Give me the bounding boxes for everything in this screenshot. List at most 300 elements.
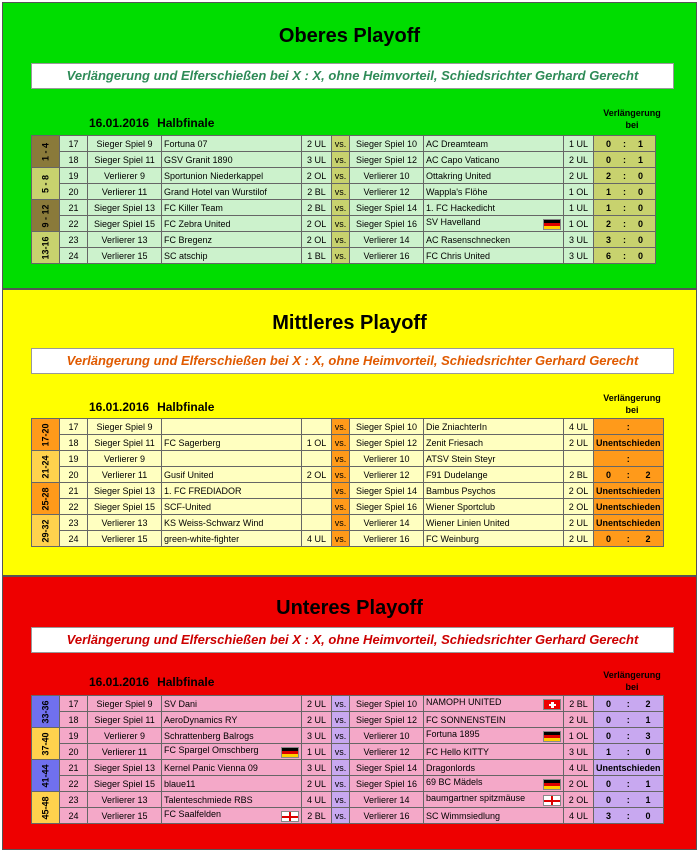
home-team-name: AeroDynamics RY <box>164 714 238 725</box>
home-team-name: FC Spargel Omschberg <box>164 745 259 755</box>
versus-label: vs. <box>332 451 350 467</box>
table-row <box>32 216 656 232</box>
score-away: 1 <box>638 138 644 149</box>
away-team <box>424 168 564 184</box>
away-team <box>424 515 564 531</box>
home-league: 2 OL <box>302 216 332 232</box>
home-slot-label: Verlierer 11 <box>88 467 162 483</box>
away-team <box>424 808 564 824</box>
home-team <box>162 152 302 168</box>
home-team-name: 1. FC FREDIADOR <box>164 485 242 496</box>
away-team <box>424 696 564 712</box>
away-team <box>424 184 564 200</box>
table-row <box>32 419 664 435</box>
table-row <box>32 792 664 808</box>
score-away: 0 <box>638 170 644 181</box>
home-team <box>162 531 302 547</box>
home-slot-label: Verlierer 15 <box>88 808 162 824</box>
match-number: 24 <box>60 531 88 547</box>
match-date-line <box>89 400 214 414</box>
away-team <box>424 248 564 264</box>
home-league <box>302 483 332 499</box>
away-team-name: ATSV Stein Steyr <box>426 453 496 464</box>
away-slot-label: Sieger Spiel 12 <box>350 712 424 728</box>
match-number: 18 <box>60 712 88 728</box>
score-away: 1 <box>638 154 644 165</box>
away-team <box>424 760 564 776</box>
overtime-score <box>594 200 656 216</box>
match-number: 23 <box>60 515 88 531</box>
away-slot-label: Verlierer 10 <box>350 451 424 467</box>
table-row <box>32 760 664 776</box>
home-slot-label: Sieger Spiel 11 <box>88 152 162 168</box>
home-team-name: Schrattenberg Balrogs <box>164 730 254 741</box>
home-team <box>162 467 302 483</box>
home-slot-label: Verlierer 9 <box>88 168 162 184</box>
versus-label: vs. <box>332 499 350 515</box>
score-away: 1 <box>645 794 651 805</box>
score-home: 1 <box>606 186 612 197</box>
flag-icon <box>543 699 561 710</box>
home-team-name: Kernel Panic Vienna 09 <box>164 762 258 773</box>
versus-label: vs. <box>332 248 350 264</box>
home-league <box>302 419 332 435</box>
flag-icon <box>543 219 561 230</box>
home-league: 3 UL <box>302 760 332 776</box>
home-league <box>302 499 332 515</box>
score-home: 2 <box>606 218 612 229</box>
away-team-name: FC Weinburg <box>426 533 479 544</box>
away-team <box>424 531 564 547</box>
away-team <box>424 467 564 483</box>
score-home: 1 <box>606 202 612 213</box>
overtime-label: Verlängerung <box>603 108 661 118</box>
match-number: 18 <box>60 152 88 168</box>
score-home: 3 <box>606 234 612 245</box>
away-league: 3 UL <box>564 248 594 264</box>
home-team-name: FC Saalfelden <box>164 809 222 819</box>
score-home: 0 <box>606 794 612 805</box>
home-slot-label: Sieger Spiel 13 <box>88 760 162 776</box>
home-league: 2 UL <box>302 696 332 712</box>
match-date: 16.01.2016 <box>89 400 150 414</box>
table-row <box>32 499 664 515</box>
away-slot-label: Verlierer 10 <box>350 168 424 184</box>
home-league: 2 UL <box>302 712 332 728</box>
home-slot-label: Sieger Spiel 9 <box>88 419 162 435</box>
table-row <box>32 515 664 531</box>
score-colon: : <box>623 186 627 197</box>
home-slot-label: Verlierer 13 <box>88 792 162 808</box>
score-colon: : <box>623 154 627 165</box>
section-title: Mittleres Playoff <box>272 312 427 334</box>
match-number: 23 <box>60 232 88 248</box>
home-league: 2 OL <box>302 232 332 248</box>
overtime-label: Verlängerung <box>603 670 661 680</box>
away-slot-label: Sieger Spiel 14 <box>350 760 424 776</box>
away-slot-label: Verlierer 16 <box>350 531 424 547</box>
versus-label: vs. <box>332 728 350 744</box>
flag-icon <box>281 811 299 822</box>
match-number: 22 <box>60 776 88 792</box>
group-range-label: 37-40 <box>32 728 60 760</box>
match-number: 24 <box>60 248 88 264</box>
away-team-name: Dragonlords <box>426 762 476 773</box>
versus-label: vs. <box>332 483 350 499</box>
home-slot-label: Sieger Spiel 15 <box>88 216 162 232</box>
group-range-label: 13-16 <box>32 232 60 264</box>
home-league <box>302 451 332 467</box>
home-slot-label: Verlierer 15 <box>88 248 162 264</box>
match-number: 19 <box>60 728 88 744</box>
away-team-name: FC SONNENSTEIN <box>426 714 506 725</box>
draw-label: Unentschieden <box>594 483 664 499</box>
away-team-name: Bambus Psychos <box>426 485 496 496</box>
score-home: 1 <box>606 746 612 757</box>
overtime-score <box>594 728 664 744</box>
home-league: 4 UL <box>302 792 332 808</box>
score-away: 0 <box>638 234 644 245</box>
table-row <box>32 483 664 499</box>
overtime-score <box>594 744 664 760</box>
home-league: 3 UL <box>302 728 332 744</box>
group-range-label: 25-28 <box>32 483 60 515</box>
home-slot-label: Verlierer 11 <box>88 184 162 200</box>
away-league: 2 OL <box>564 483 594 499</box>
table-row <box>32 696 664 712</box>
overtime-header <box>601 107 663 131</box>
away-team <box>424 152 564 168</box>
home-league: 2 UL <box>302 136 332 152</box>
match-number: 22 <box>60 216 88 232</box>
group-range-label: 41-44 <box>32 760 60 792</box>
away-league: 3 UL <box>564 232 594 248</box>
away-team-name: FC Hello KITTY <box>426 746 490 757</box>
round-label: Halbfinale <box>157 400 215 414</box>
away-slot-label: Sieger Spiel 10 <box>350 696 424 712</box>
overtime-label: Verlängerung <box>603 393 661 403</box>
fixtures-table <box>31 695 664 824</box>
home-team <box>162 696 302 712</box>
home-slot-label: Sieger Spiel 13 <box>88 483 162 499</box>
away-league: 4 UL <box>564 808 594 824</box>
overtime-score <box>594 136 656 152</box>
match-number: 20 <box>60 184 88 200</box>
score-colon: : <box>623 170 627 181</box>
overtime-bei-label: bei <box>625 682 639 692</box>
score-away: 0 <box>638 202 644 213</box>
home-slot-label: Sieger Spiel 11 <box>88 435 162 451</box>
away-slot-label: Verlierer 14 <box>350 232 424 248</box>
score-away: 2 <box>645 698 651 709</box>
overtime-score <box>594 792 664 808</box>
home-team-name: Fortuna 07 <box>164 138 208 149</box>
score-home: 6 <box>606 250 612 261</box>
match-number: 21 <box>60 200 88 216</box>
home-team <box>162 435 302 451</box>
versus-label: vs. <box>332 152 350 168</box>
table-row <box>32 808 664 824</box>
table-row <box>32 184 656 200</box>
score-away: 1 <box>645 714 651 725</box>
home-slot-label: Verlierer 15 <box>88 531 162 547</box>
match-date-line <box>89 116 214 130</box>
match-number: 19 <box>60 168 88 184</box>
table-row <box>32 728 664 744</box>
away-league: 1 OL <box>564 184 594 200</box>
group-range-label: 21-24 <box>32 451 60 483</box>
away-slot-label: Verlierer 16 <box>350 248 424 264</box>
away-team <box>424 483 564 499</box>
score-away: 2 <box>645 469 651 480</box>
match-number: 21 <box>60 483 88 499</box>
away-team-name: SV Havelland <box>426 217 481 227</box>
draw-label: Unentschieden <box>594 760 664 776</box>
versus-label: vs. <box>332 184 350 200</box>
away-team <box>424 728 564 744</box>
score-home: 0 <box>606 778 612 789</box>
fixtures-table <box>31 418 664 547</box>
versus-label: vs. <box>332 136 350 152</box>
overtime-score <box>594 248 656 264</box>
home-league <box>302 515 332 531</box>
overtime-score <box>594 696 664 712</box>
home-team <box>162 184 302 200</box>
away-team-name: 69 BC Mädels <box>426 777 483 787</box>
home-slot-label: Verlierer 13 <box>88 515 162 531</box>
away-slot-label: Sieger Spiel 12 <box>350 435 424 451</box>
score-away: 0 <box>645 810 651 821</box>
versus-label: vs. <box>332 200 350 216</box>
home-team <box>162 808 302 824</box>
score-home: 0 <box>606 714 612 725</box>
home-slot-label: Verlierer 11 <box>88 744 162 760</box>
versus-label: vs. <box>332 467 350 483</box>
overtime-score <box>594 419 664 435</box>
away-league: 1 OL <box>564 728 594 744</box>
away-slot-label: Verlierer 10 <box>350 728 424 744</box>
draw-label: Unentschieden <box>594 499 664 515</box>
away-team <box>424 136 564 152</box>
home-league: 3 UL <box>302 152 332 168</box>
overtime-score <box>594 152 656 168</box>
away-slot-label: Sieger Spiel 10 <box>350 419 424 435</box>
home-slot-label: Sieger Spiel 13 <box>88 200 162 216</box>
match-number: 24 <box>60 808 88 824</box>
versus-label: vs. <box>332 808 350 824</box>
home-slot-label: Sieger Spiel 9 <box>88 136 162 152</box>
home-league: 2 BL <box>302 200 332 216</box>
home-team <box>162 712 302 728</box>
away-team-name: AC Rasenschnecken <box>426 234 511 245</box>
home-team-name: FC Zebra United <box>164 218 231 229</box>
versus-label: vs. <box>332 792 350 808</box>
away-team <box>424 200 564 216</box>
score-home: 0 <box>606 469 612 480</box>
score-colon: : <box>623 218 627 229</box>
away-team-name: F91 Dudelange <box>426 469 488 480</box>
overtime-score <box>594 531 664 547</box>
table-row <box>32 451 664 467</box>
away-league: 3 UL <box>564 744 594 760</box>
match-number: 20 <box>60 467 88 483</box>
flag-icon <box>543 795 561 806</box>
score-away: 0 <box>638 218 644 229</box>
score-colon: : <box>623 234 627 245</box>
table-row <box>32 744 664 760</box>
away-team-name: 1. FC Hackedicht <box>426 202 496 213</box>
away-league: 2 BL <box>564 467 594 483</box>
away-league: 2 UL <box>564 435 594 451</box>
match-number: 18 <box>60 435 88 451</box>
group-range-label: 17-20 <box>32 419 60 451</box>
overtime-header <box>601 392 663 416</box>
home-league: 2 BL <box>302 808 332 824</box>
overtime-score <box>594 467 664 483</box>
match-number: 17 <box>60 136 88 152</box>
home-team <box>162 168 302 184</box>
match-number: 19 <box>60 451 88 467</box>
away-team-name: AC Capo Vaticano <box>426 154 500 165</box>
score-home: 0 <box>606 154 612 165</box>
away-league: 4 UL <box>564 760 594 776</box>
group-range-label: 29-32 <box>32 515 60 547</box>
away-team-name: Wappla's Flöhe <box>426 186 488 197</box>
score-colon: : <box>623 138 627 149</box>
home-league: 2 OL <box>302 467 332 483</box>
away-league: 1 UL <box>564 200 594 216</box>
versus-label: vs. <box>332 760 350 776</box>
home-team <box>162 232 302 248</box>
versus-label: vs. <box>332 696 350 712</box>
away-slot-label: Sieger Spiel 14 <box>350 483 424 499</box>
score-colon: : <box>623 202 627 213</box>
table-row <box>32 712 664 728</box>
away-slot-label: Sieger Spiel 12 <box>350 152 424 168</box>
away-team-name: Wiener Sportclub <box>426 501 496 512</box>
home-league: 1 OL <box>302 435 332 451</box>
table-row <box>32 168 656 184</box>
away-league: 2 UL <box>564 712 594 728</box>
fixtures-table <box>31 135 656 264</box>
match-date-line <box>89 675 214 689</box>
home-team <box>162 776 302 792</box>
round-label: Halbfinale <box>157 116 215 130</box>
away-team <box>424 216 564 232</box>
overtime-bei-label: bei <box>625 405 639 415</box>
group-range-label: 33-36 <box>32 696 60 728</box>
versus-label: vs. <box>332 776 350 792</box>
group-range-label: 5 - 8 <box>32 168 60 200</box>
home-slot-label: Sieger Spiel 15 <box>88 499 162 515</box>
away-league: 4 UL <box>564 419 594 435</box>
away-league: 2 OL <box>564 499 594 515</box>
home-team-name: SV Dani <box>164 698 198 709</box>
overtime-header <box>601 669 663 693</box>
lower-playoff-section <box>2 576 697 850</box>
overtime-score <box>594 216 656 232</box>
away-team-name: baumgartner spitzmäuse <box>426 793 526 803</box>
score-colon: : <box>626 714 630 725</box>
home-team <box>162 499 302 515</box>
away-team <box>424 419 564 435</box>
home-team <box>162 483 302 499</box>
away-team-name: FC Chris United <box>426 250 491 261</box>
home-team <box>162 136 302 152</box>
away-league: 2 OL <box>564 792 594 808</box>
match-date: 16.01.2016 <box>89 675 150 689</box>
home-slot-label: Sieger Spiel 9 <box>88 696 162 712</box>
upper-playoff-section <box>2 2 697 289</box>
table-row <box>32 152 656 168</box>
away-team <box>424 776 564 792</box>
score-home: 0 <box>606 533 612 544</box>
away-league: 2 BL <box>564 696 594 712</box>
home-team <box>162 200 302 216</box>
versus-label: vs. <box>332 712 350 728</box>
away-team-name: SC Wimmsiedlung <box>426 810 501 821</box>
away-team <box>424 712 564 728</box>
overtime-score <box>594 184 656 200</box>
away-team <box>424 792 564 808</box>
home-league: 1 BL <box>302 248 332 264</box>
home-team <box>162 728 302 744</box>
group-range-label: 45-48 <box>32 792 60 824</box>
away-league: 2 UL <box>564 152 594 168</box>
versus-label: vs. <box>332 515 350 531</box>
home-team-name: Grand Hotel van Wurstilof <box>164 186 267 197</box>
score-away: 0 <box>638 186 644 197</box>
home-team <box>162 515 302 531</box>
score-colon: : <box>626 730 630 741</box>
away-slot-label: Sieger Spiel 10 <box>350 136 424 152</box>
home-league: 2 OL <box>302 168 332 184</box>
home-team <box>162 419 302 435</box>
versus-label: vs. <box>332 232 350 248</box>
away-team-name: NAMOPH UNITED <box>426 697 502 707</box>
overtime-score <box>594 168 656 184</box>
flag-icon <box>543 731 561 742</box>
versus-label: vs. <box>332 216 350 232</box>
score-colon: : <box>623 250 627 261</box>
table-row <box>32 200 656 216</box>
score-colon: : <box>626 533 630 544</box>
score-home: 2 <box>606 170 612 181</box>
score-away: 3 <box>645 730 651 741</box>
away-slot-label: Verlierer 12 <box>350 184 424 200</box>
home-slot-label: Verlierer 9 <box>88 451 162 467</box>
score-away: 1 <box>645 778 651 789</box>
home-team-name: blaue11 <box>164 778 196 789</box>
away-team <box>424 499 564 515</box>
home-team <box>162 451 302 467</box>
away-slot-label: Sieger Spiel 16 <box>350 216 424 232</box>
away-slot-label: Verlierer 12 <box>350 744 424 760</box>
home-league: 1 UL <box>302 744 332 760</box>
score-colon: : <box>626 778 630 789</box>
table-row <box>32 531 664 547</box>
home-team <box>162 216 302 232</box>
score-colon: : <box>626 794 630 805</box>
score-home: 0 <box>606 698 612 709</box>
home-league: 2 UL <box>302 776 332 792</box>
away-slot-label: Sieger Spiel 16 <box>350 776 424 792</box>
group-range-label: 1 - 4 <box>32 136 60 168</box>
table-row <box>32 435 664 451</box>
draw-label: Unentschieden <box>594 435 664 451</box>
middle-playoff-section <box>2 289 697 576</box>
overtime-score <box>594 712 664 728</box>
